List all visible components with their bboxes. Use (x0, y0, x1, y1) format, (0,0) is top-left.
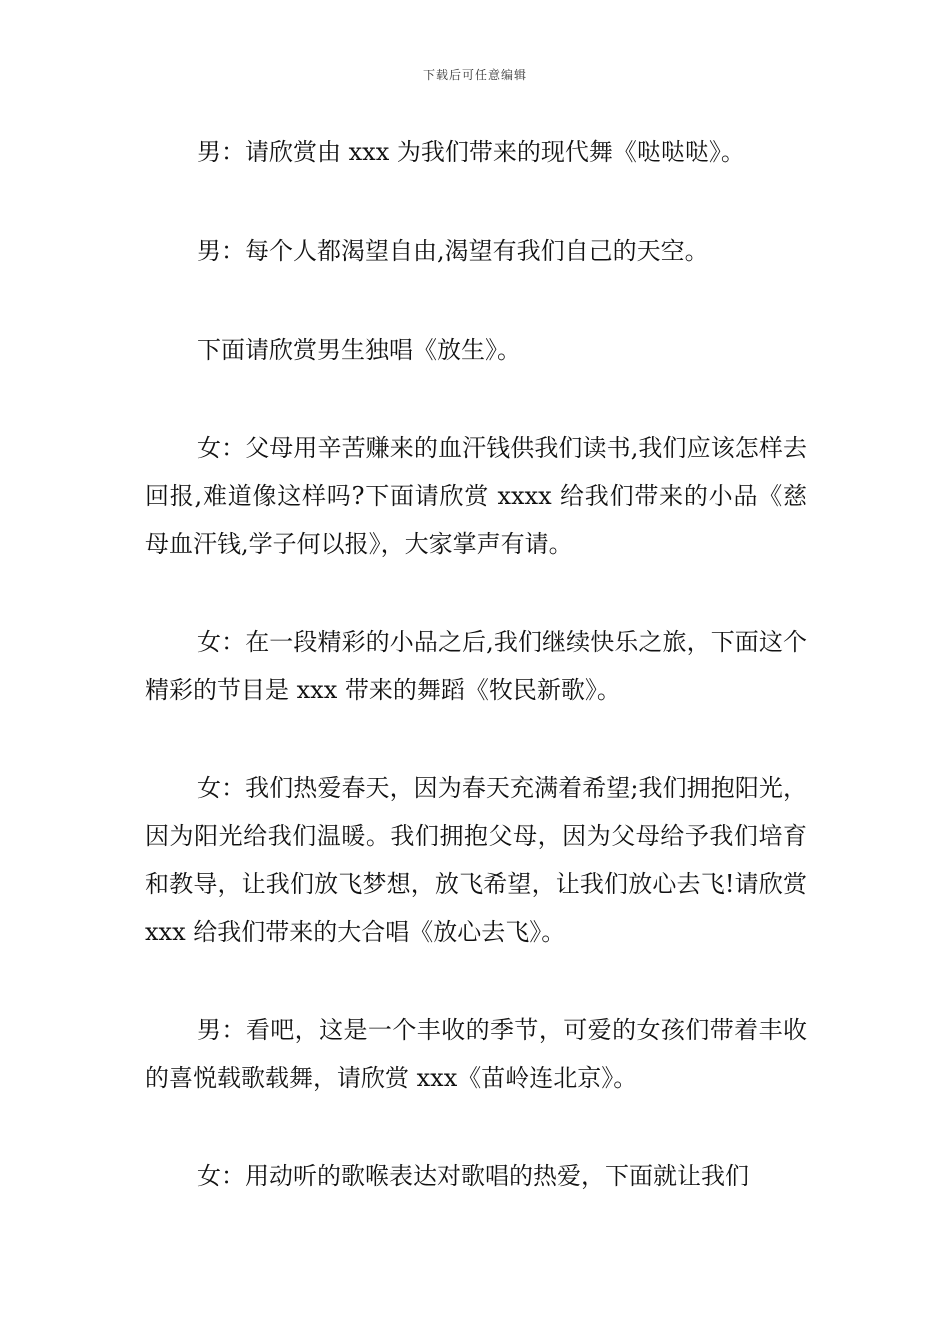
paragraph: 下面请欣赏男生独唱《放生》。 (197, 336, 521, 364)
paragraph: 男：看吧，这是一个丰收的季节，可爱的女孩们带着丰收的喜悦载歌载舞，请欣赏 xxx《苗岭连北京》。 (145, 1016, 807, 1092)
paragraph: 女：用动听的歌喉表达对歌唱的热爱，下面就让我们 (197, 1162, 749, 1190)
paragraph: 女：我们热爱春天，因为春天充满着希望;我们拥抱阳光，因为阳光给我们温暖。我们拥抱父母，因为父母给予我们培育和教导，让我们放飞梦想，放飞希望，让我们放心去飞!请欣赏 xxx 给我们带来的大合唱《放心去飞》。 (145, 774, 807, 946)
document-body (145, 128, 807, 1250)
page-header: 下载后可任意编辑 (422, 68, 527, 82)
paragraph: 女：在一段精彩的小品之后,我们继续快乐之旅，下面这个精彩的节目是 xxx 带来的舞蹈《牧民新歌》。 (145, 628, 807, 704)
paragraph: 女：父母用辛苦赚来的血汗钱供我们读书,我们应该怎样去回报,难道像这样吗?下面请欣赏 xxxx 给我们带来的小品《慈母血汗钱,学子何以报》，大家掌声有请。 (145, 434, 807, 558)
paragraph: 男：每个人都渴望自由,渴望有我们自己的天空。 (197, 237, 709, 265)
paragraph: 男：请欣赏由 xxx 为我们带来的现代舞《哒哒哒》。 (197, 138, 745, 166)
